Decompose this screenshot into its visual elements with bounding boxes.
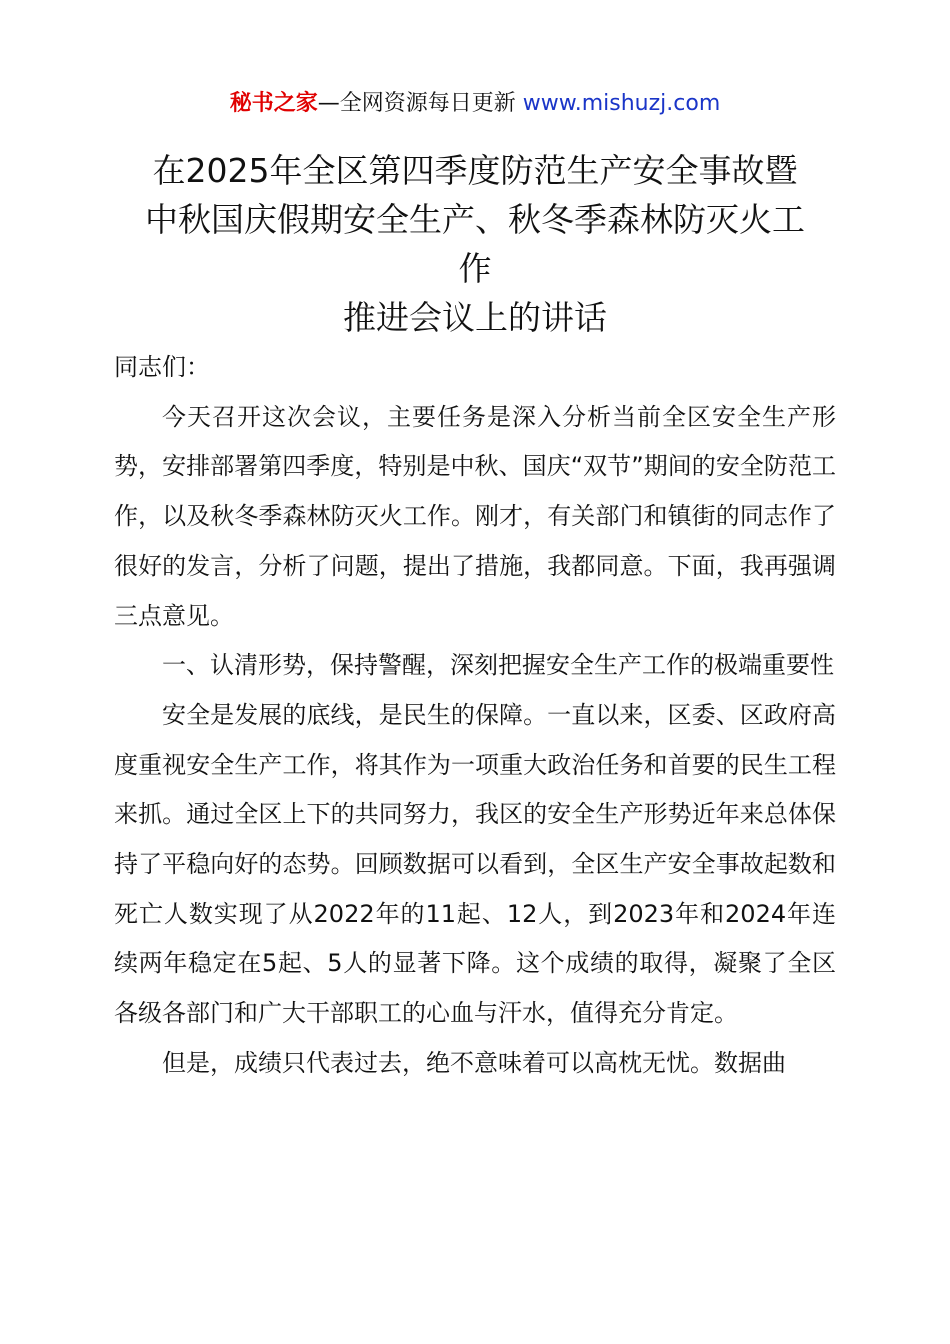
site-header [0, 88, 950, 120]
title-line: 中秋国庆假期安全生产、秋冬季森林防灭火工 [145, 200, 805, 239]
document-title [110, 146, 840, 342]
paragraph-safety: 安全是发展的底线，是民生的保障。一直以来，区委、区政府高度重视安全生产工作，将其作为一项重大政治任务和首要的民生工程来抓。通过全区上下的共同努力，我区的安全生产形势近年来总体保持了平稳向好的态势。回顾数据可以看到，全区生产安全事故起数和死亡人数实现了从2022年的11起、12人，到2023年和2024年连续两年稳定在5起、5人的显著下降。这个成绩的取得，凝聚了全区各级各部门和广大干部职工的心血与汗水，值得充分肯定。 [114, 700, 836, 1028]
paragraph-intro: 今天召开这次会议，主要任务是深入分析当前全区安全生产形势，安排部署第四季度，特别是中秋、国庆“双节”期间的安全防范工作，以及秋冬季森林防灭火工作。刚才，有关部门和镇街的同志作了很好的发言，分析了问题，提出了措施，我都同意。下面，我再强调三点意见。 [114, 402, 836, 630]
document-body [114, 343, 836, 1089]
header-dash: — [317, 91, 340, 116]
paragraph-but: 但是，成绩只代表过去，绝不意味着可以高枕无忧。数据曲 [162, 1048, 786, 1077]
section-heading-1: 一、认清形势，保持警醒，深刻把握安全生产工作的极端重要性 [162, 651, 834, 680]
header-tagline: 全网资源每日更新 [339, 91, 516, 116]
site-url-link[interactable]: www.mishuzj.com [522, 91, 721, 116]
title-line: 作 [458, 249, 492, 288]
title-line: 在2025年全区第四季度防范生产安全事故暨 [152, 151, 798, 190]
salutation: 同志们： [114, 353, 210, 381]
brand-name: 秘书之家 [229, 91, 318, 116]
title-line: 推进会议上的讲话 [343, 298, 607, 337]
